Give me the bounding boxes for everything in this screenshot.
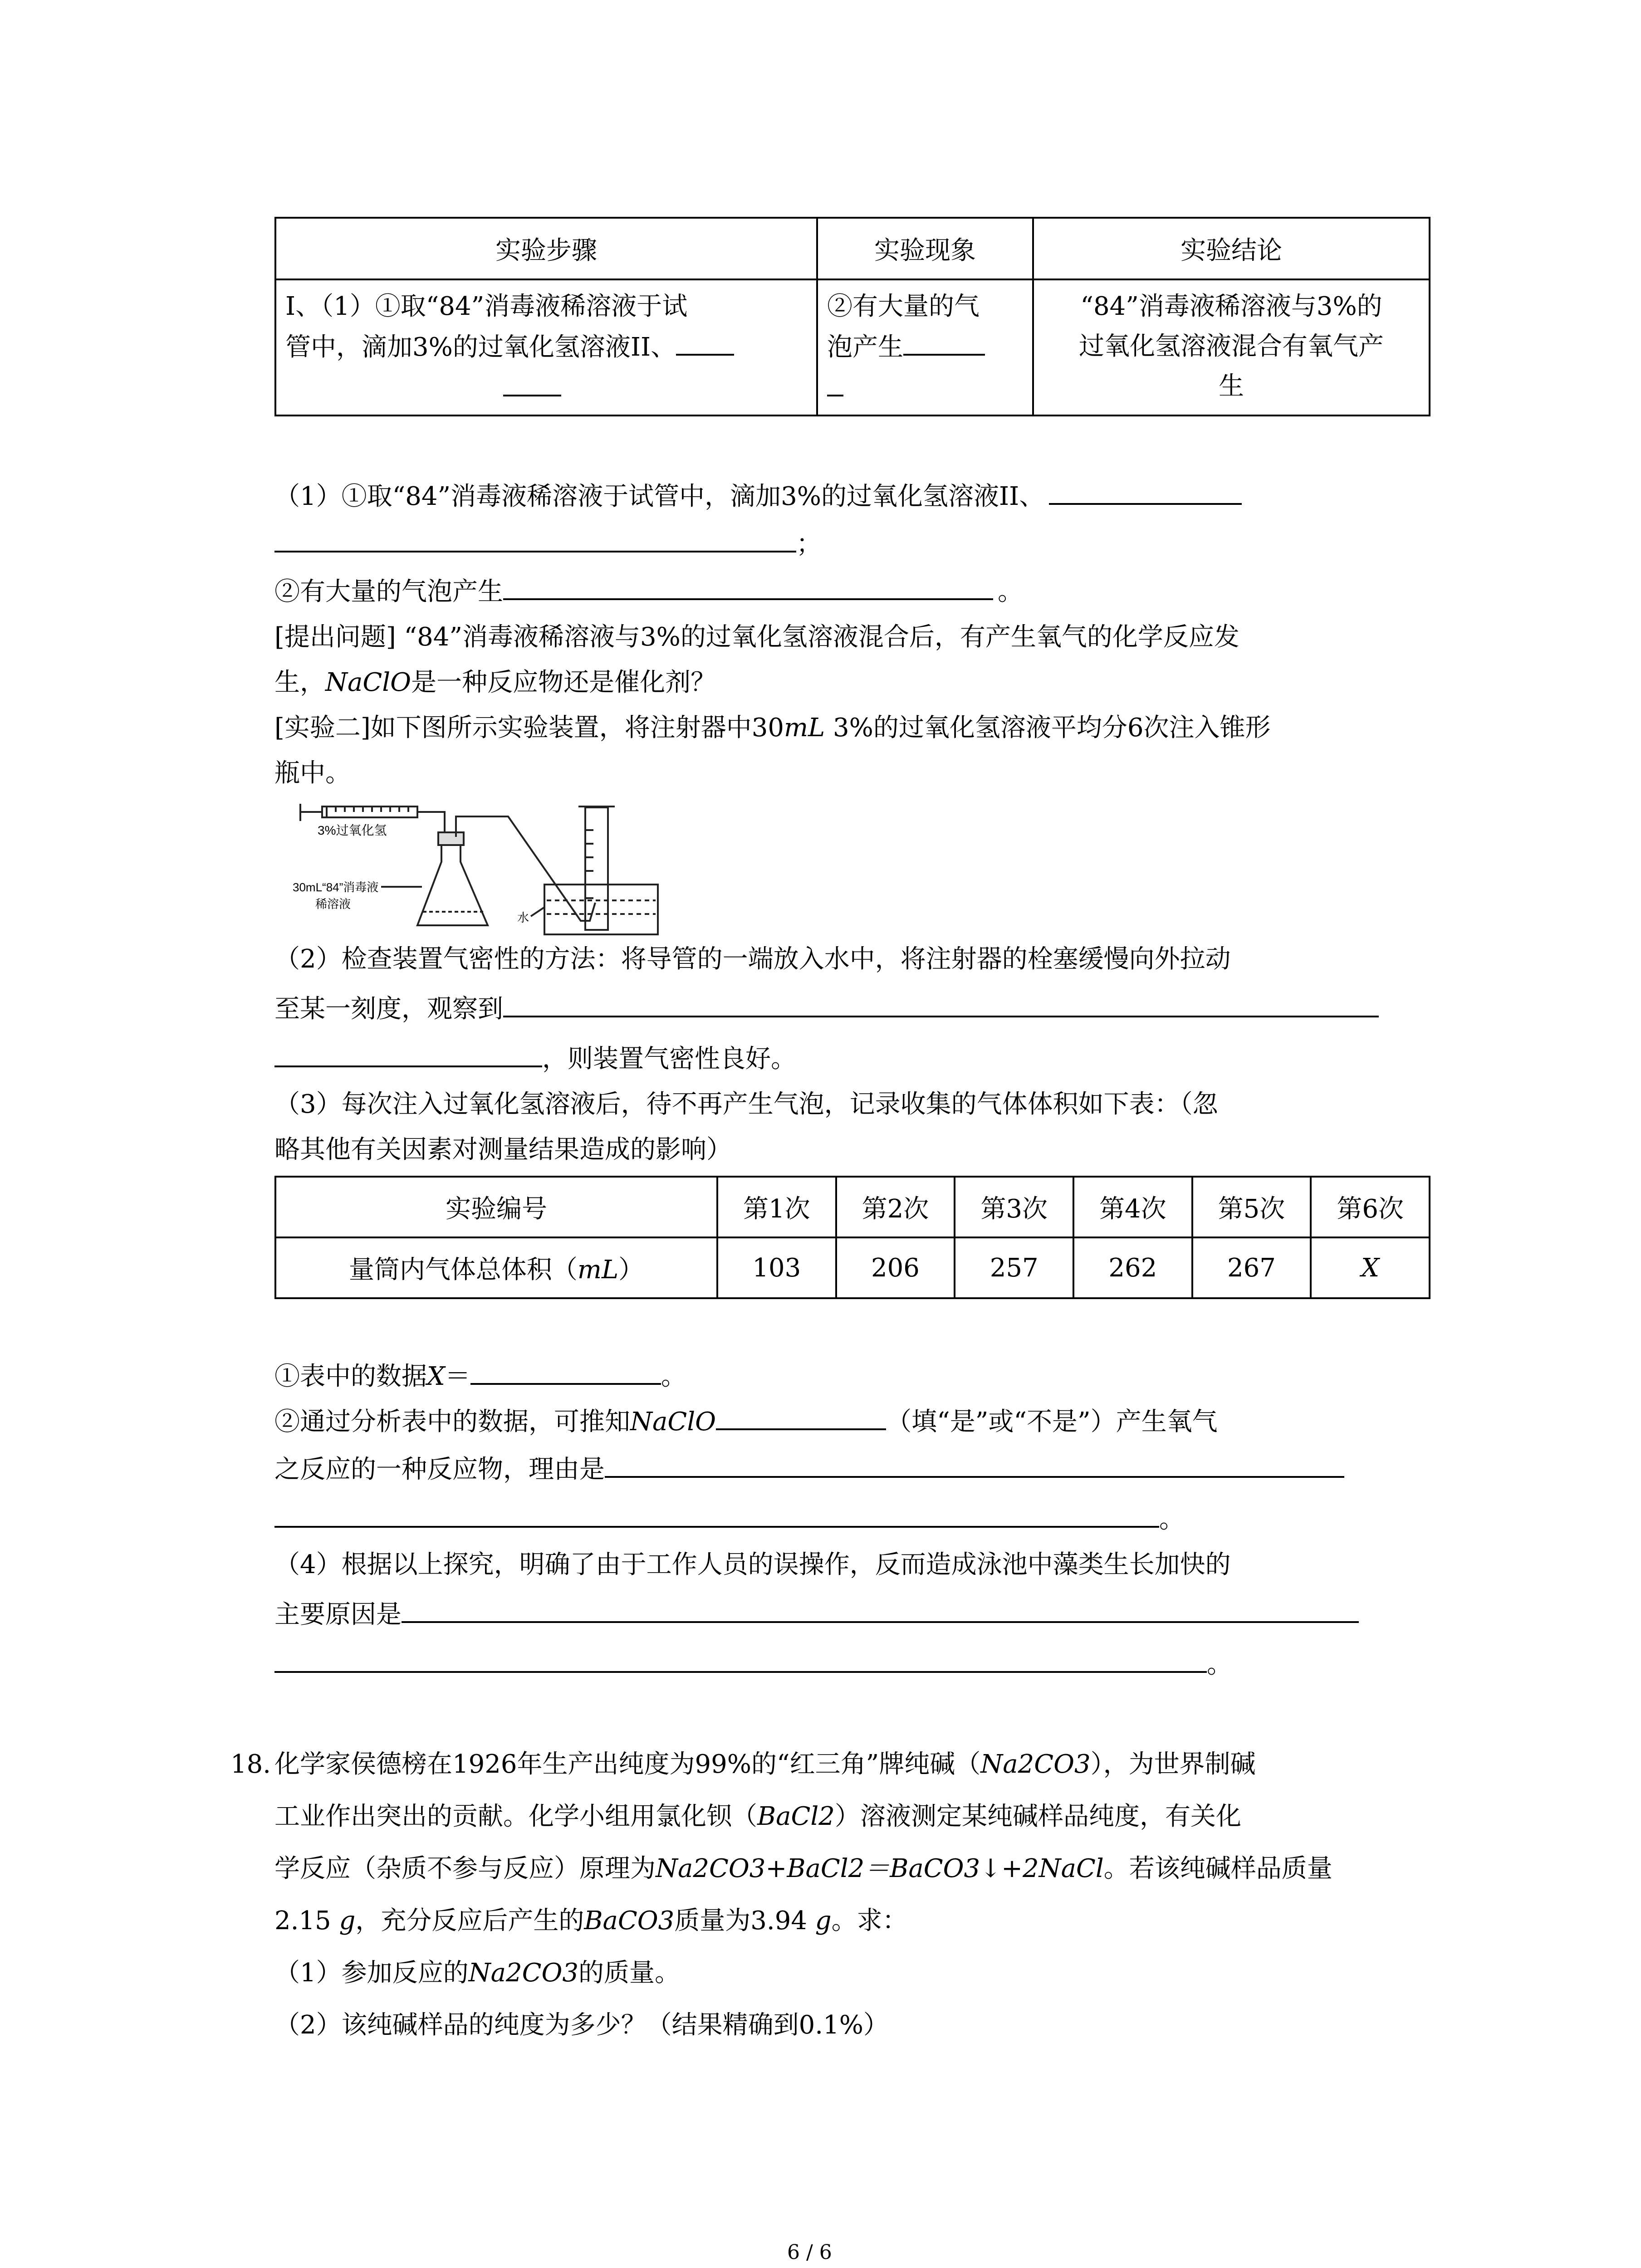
table-header-row — [275, 218, 1430, 279]
q1-text: （1）①取“84”消毒液稀溶液于试管中，滴加3%的过氧化氢溶液II、 — [274, 482, 1045, 511]
gas-volume-table — [274, 1176, 1430, 1299]
q18-text: ，充分反应后产生的 — [355, 1906, 584, 1936]
problem-text: 生， — [274, 668, 325, 697]
label-dilute: 稀溶液 — [315, 897, 351, 911]
q1-line — [274, 474, 1242, 517]
experiment2-text: [实验二]如下图所示实验装置，将注射器中30 — [274, 713, 784, 743]
q18-text: （1）参加反应的 — [274, 1958, 469, 1988]
table-cell: 267 — [1192, 1237, 1311, 1298]
q2-line: （2）检查装置气密性的方法：将导管的一端放入水中，将注射器的栓塞缓慢向外拉动 — [274, 944, 1231, 974]
q18-line — [274, 1796, 1241, 1837]
table-header: 第5次 — [1192, 1177, 1311, 1237]
q18-line — [274, 1744, 1256, 1785]
punctuation: ； — [796, 529, 822, 559]
conclusion-text: “84”消毒液稀溶液与3%的 — [1080, 292, 1382, 321]
table-header-row — [275, 1177, 1430, 1237]
problem-line: [提出问题] “84”消毒液稀溶液与3%的过氧化氢溶液混合后，有产生氧气的化学反应发 — [274, 622, 1239, 652]
q18-subquestion — [274, 1953, 680, 1994]
row-label — [275, 1237, 717, 1298]
answer-blank[interactable] — [274, 522, 796, 552]
q18-text: 的质量。 — [578, 1958, 681, 1988]
q18-text: 工业作出突出的贡献。化学小组用氯化钡（ — [274, 1802, 757, 1831]
table-header: 第4次 — [1073, 1177, 1192, 1237]
experiment-table — [274, 217, 1430, 416]
unit: g — [815, 1906, 832, 1936]
q18-text: 质量为3.94 — [674, 1906, 815, 1936]
table-header: 第6次 — [1311, 1177, 1430, 1237]
experiment2-line: 瓶中。 — [274, 758, 351, 788]
step-text — [285, 327, 807, 367]
label-84-solution: 30mL“84”消毒液 — [293, 880, 379, 894]
q3-line: （3）每次注入过氧化氢溶液后，待不再产生气泡，记录收集的气体体积如下表：（忽 — [274, 1090, 1218, 1119]
table-header: 实验步骤 — [275, 218, 817, 279]
table-cell: 206 — [836, 1237, 955, 1298]
answer-blank[interactable] — [274, 1642, 1207, 1673]
experiment2-text: 3%的过氧化氢溶液平均分6次注入锥形 — [825, 713, 1271, 743]
table-header: 实验编号 — [275, 1177, 717, 1237]
q1-text: ②有大量的气泡产生 — [274, 577, 503, 606]
table-cell: 262 — [1073, 1237, 1192, 1298]
answer-blank[interactable] — [716, 1399, 886, 1430]
conclusion-cell — [1033, 279, 1430, 415]
q18-number: 18. — [230, 1750, 271, 1779]
q4-line — [274, 1642, 1232, 1685]
conical-flask — [417, 845, 488, 925]
chemical-formula: BaCl2 — [757, 1802, 835, 1831]
table-row — [275, 1237, 1430, 1298]
table-cell: X — [1311, 1237, 1430, 1298]
answer-blank[interactable] — [827, 367, 843, 396]
unit: g — [339, 1906, 356, 1936]
step-cell — [275, 279, 817, 415]
page-number: 6 / 6 — [787, 2241, 832, 2264]
unit: mL — [784, 713, 825, 743]
step-text — [285, 367, 807, 408]
q3b-text: 之反应的一种反应物，理由是 — [274, 1455, 605, 1484]
punctuation: 。 — [661, 1362, 686, 1391]
answer-blank[interactable] — [903, 327, 985, 356]
chemical-equation: Na2CO3+BaCl2＝BaCO3↓+2NaCl — [656, 1854, 1104, 1883]
table-cell: 103 — [717, 1237, 836, 1298]
punctuation: 。 — [998, 577, 1023, 606]
problem-line — [274, 662, 716, 703]
answer-blank[interactable] — [503, 367, 561, 396]
q18-text: 学反应（杂质不参与反应）原理为 — [274, 1854, 656, 1883]
q4-line: （4）根据以上探究，明确了由于工作人员的误操作，反而造成泳池中藻类生长加快的 — [274, 1550, 1231, 1579]
q18-line — [274, 1901, 908, 1941]
q1-line — [274, 522, 822, 565]
answer-blank[interactable] — [503, 569, 993, 600]
table-header: 第1次 — [717, 1177, 836, 1237]
conclusion-text: 过氧化氢溶液混合有氧气产 — [1079, 332, 1384, 361]
row-label-text: 量筒内气体总体积（ — [348, 1255, 578, 1285]
phenomenon-text-line: 泡产生 — [827, 332, 903, 362]
table-header: 实验现象 — [817, 218, 1033, 279]
label-water: 水 — [517, 911, 529, 924]
q4-line — [274, 1592, 1359, 1635]
row-label-text: ） — [618, 1255, 644, 1285]
q3-line: 略其他有关因素对测量结果造成的影响） — [274, 1135, 732, 1164]
phenomenon-text — [827, 367, 1023, 408]
table-header: 第2次 — [836, 1177, 955, 1237]
experiment2-line — [274, 708, 1271, 748]
q3a-text: ①表中的数据 — [274, 1362, 427, 1391]
answer-blank[interactable] — [1049, 474, 1242, 505]
chemical-formula: Na2CO3 — [468, 1958, 579, 1988]
step-text: I、（1）①取“84”消毒液稀溶液于试 — [285, 292, 688, 321]
q3b-text: ②通过分析表中的数据，可推知 — [274, 1407, 630, 1437]
q3a-line — [274, 1354, 686, 1397]
q18-text: 2.15 — [274, 1906, 339, 1936]
chemical-formula: NaClO — [325, 668, 411, 697]
q3b-text: （填“是”或“不是”）产生氧气 — [886, 1407, 1218, 1437]
phenomenon-text — [827, 327, 1023, 367]
answer-blank[interactable] — [402, 1592, 1359, 1623]
step-text-line: 管中，滴加3%的过氧化氢溶液II、 — [285, 332, 676, 362]
chemical-formula: Na2CO3 — [980, 1750, 1091, 1779]
q1-line — [274, 569, 1023, 612]
label-h2o2: 3%过氧化氢 — [318, 823, 387, 837]
q3b-line — [274, 1399, 1218, 1442]
answer-blank[interactable] — [605, 1447, 1344, 1478]
table-row — [275, 279, 1430, 415]
problem-text: 是一种反应物还是催化剂？ — [411, 668, 716, 697]
measuring-cylinder — [585, 807, 608, 930]
table-cell: 257 — [955, 1237, 1073, 1298]
q18-text: 。若该纯碱样品质量 — [1103, 1854, 1332, 1883]
q18-subquestion: （2）该纯碱样品的纯度为多少？（结果精确到0.1%） — [274, 2010, 889, 2040]
q4-text: 主要原因是 — [274, 1600, 402, 1629]
chemical-formula: NaClO — [630, 1407, 716, 1437]
q2-text: ，则装置气密性良好。 — [542, 1044, 796, 1074]
q2-line — [274, 987, 1379, 1030]
q18-text: 。求： — [831, 1906, 908, 1936]
apparatus-figure — [290, 794, 662, 943]
equals-sign: ＝ — [445, 1362, 470, 1391]
punctuation: 。 — [1159, 1505, 1185, 1534]
q18-line — [274, 1848, 1332, 1889]
answer-blank[interactable] — [274, 1036, 542, 1067]
phenomenon-text: ②有大量的气 — [827, 292, 980, 321]
answer-blank[interactable] — [676, 327, 734, 356]
answer-blank[interactable] — [274, 1497, 1159, 1528]
q2-line — [274, 1036, 796, 1080]
variable: X — [427, 1362, 445, 1391]
q3b-line — [274, 1447, 1344, 1490]
q2-text: 至某一刻度，观察到 — [274, 994, 503, 1024]
table-header: 第3次 — [955, 1177, 1073, 1237]
answer-blank[interactable] — [470, 1354, 661, 1385]
phenomenon-cell — [817, 279, 1033, 415]
table-header: 实验结论 — [1033, 218, 1430, 279]
chemical-formula: BaCO3 — [584, 1906, 675, 1936]
q18-text: 化学家侯德榜在1926年生产出纯度为99%的“红三角”牌纯碱（ — [274, 1750, 981, 1779]
q18-text: ）溶液测定某纯碱样品纯度，有关化 — [834, 1802, 1241, 1831]
q3b-line — [274, 1497, 1185, 1540]
answer-blank[interactable] — [503, 987, 1379, 1017]
conclusion-text: 生 — [1219, 371, 1244, 401]
gas-tube — [456, 816, 595, 921]
unit: mL — [577, 1255, 619, 1285]
q18-text: ），为世界制碱 — [1090, 1750, 1256, 1779]
punctuation: 。 — [1207, 1650, 1232, 1679]
flask-stopper — [438, 832, 464, 845]
